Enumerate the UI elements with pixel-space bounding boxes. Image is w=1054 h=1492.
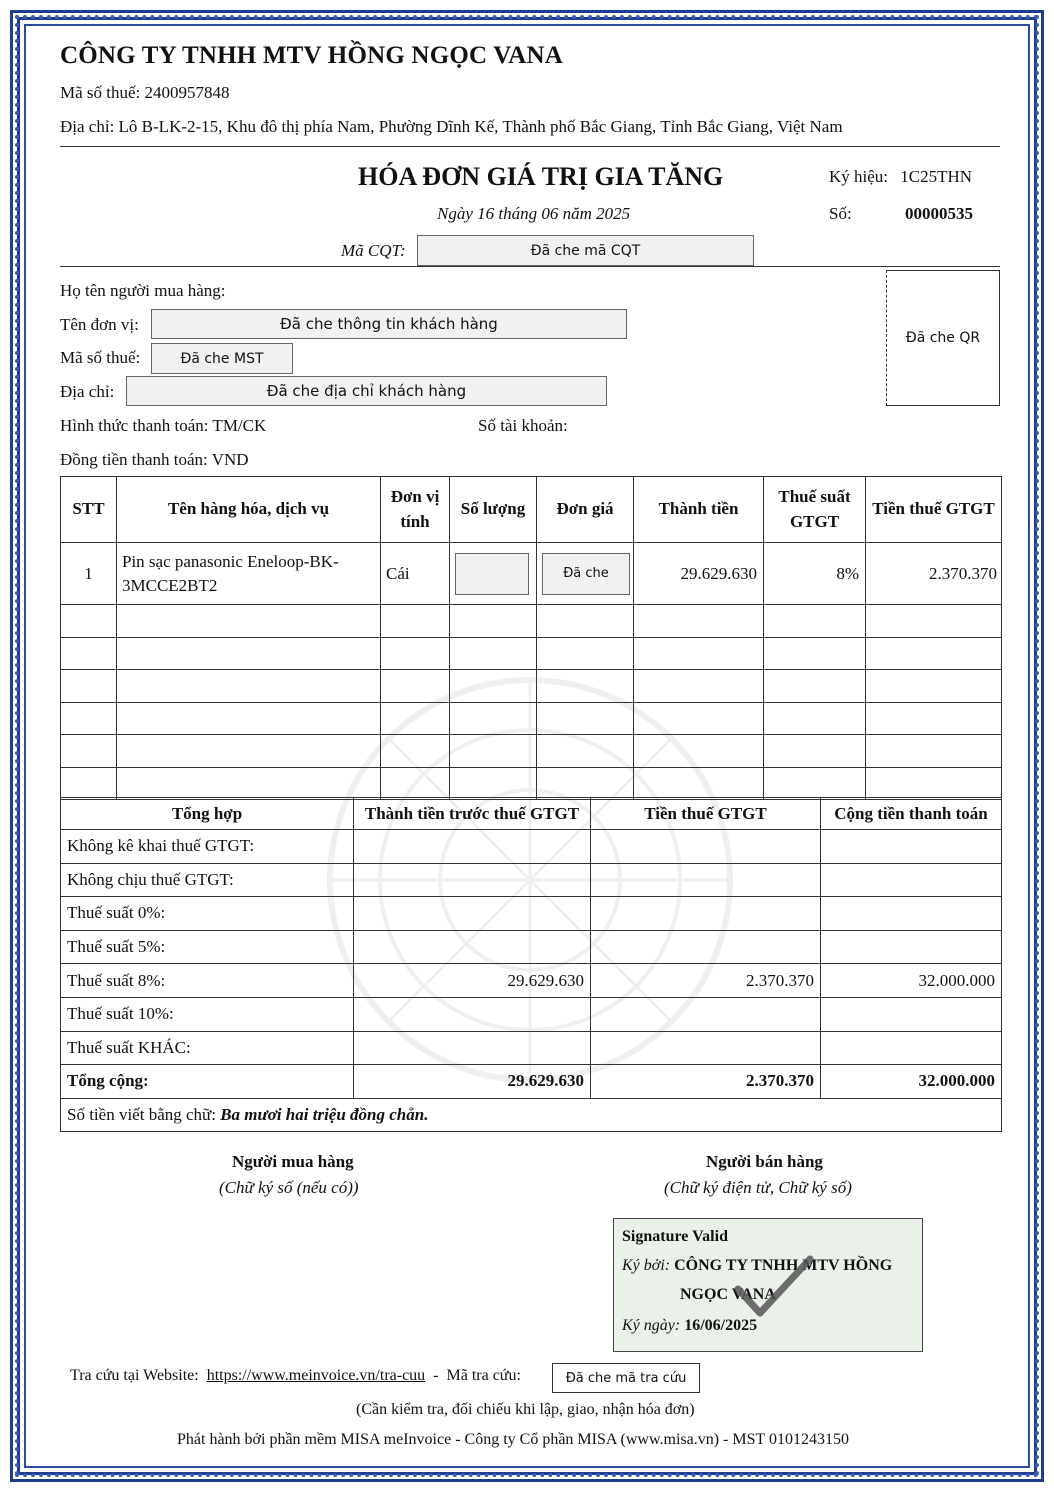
sum-tax: [591, 930, 821, 964]
sum-tax: [591, 997, 821, 1031]
seller-tax-label: Mã số thuế:: [60, 83, 141, 102]
summary-row: [61, 897, 1002, 931]
col-rate-line-2: GTGT: [789, 511, 840, 531]
company-name: CÔNG TY TNHH MTV HỒNG NGỌC VANA: [60, 42, 564, 69]
seller-tax-code: [60, 83, 230, 103]
sum-label: Thuế suất 8%:: [61, 964, 354, 998]
total-pretax: 29.629.630: [354, 1065, 591, 1099]
sum-pretax: [354, 863, 591, 897]
col-price: Đơn giá: [537, 477, 634, 543]
invoice-symbol-label: Ký hiệu:: [829, 167, 889, 186]
sum-tax: [591, 863, 821, 897]
total-label: Tổng cộng:: [61, 1065, 354, 1099]
buyer-unit-label: Tên đơn vị:: [60, 315, 139, 334]
signature-valid-box: [613, 1218, 923, 1352]
buyer-unit-masked: Đã che thông tin khách hàng: [151, 309, 627, 339]
seller-address-value: Lô B-LK-2-15, Khu đô thị phía Nam, Phường Dĩnh Kế, Thành phố Bắc Giang, Tỉnh Bắc Giang, Việt Nam: [118, 117, 843, 136]
summary-row: [61, 1031, 1002, 1065]
total-payment: 32.000.000: [821, 1065, 1002, 1099]
total-tax: 2.370.370: [591, 1065, 821, 1099]
col-name: Tên hàng hóa, dịch vụ: [117, 477, 381, 543]
summary-row: [61, 863, 1002, 897]
qty-masked: [455, 553, 529, 595]
signed-by-label: Ký bởi:: [622, 1257, 671, 1274]
lookup-line: [70, 1367, 521, 1385]
summary-row: [61, 997, 1002, 1031]
sum-tax: [591, 897, 821, 931]
summary-row: [61, 964, 1002, 998]
col-stt: STT: [61, 477, 117, 543]
amount-in-words-label: Số tiền viết bằng chữ:: [67, 1105, 216, 1125]
table-row: [61, 543, 1002, 605]
sum-tax: [591, 1031, 821, 1065]
check-mark-icon: [734, 1255, 814, 1321]
col-tax: Tiền thuế GTGT: [866, 477, 1002, 543]
sum-label: Không kê khai thuế GTGT:: [61, 830, 354, 864]
table-row-empty: [61, 767, 1002, 800]
sum-total: [821, 863, 1002, 897]
col-unit-line-1: Đơn vị: [390, 486, 440, 506]
row-price: [537, 543, 634, 605]
row-rate: 8%: [764, 543, 866, 605]
price-masked: Đã che: [542, 553, 630, 595]
invoice-symbol-value: 1C25THN: [900, 167, 973, 186]
signature-valid-title: Signature Valid: [622, 1228, 728, 1245]
lookup-dash: -: [433, 1367, 439, 1384]
summary-row: [61, 930, 1002, 964]
lookup-link[interactable]: https://www.meinvoice.vn/tra-cuu: [206, 1367, 426, 1384]
row-amount: 29.629.630: [634, 543, 764, 605]
summary-row: [61, 830, 1002, 864]
sum-total: [821, 1031, 1002, 1065]
sum-pretax: [354, 1031, 591, 1065]
sum-label: Thuế suất 0%:: [61, 897, 354, 931]
buyer-sign-title: Người mua hàng: [232, 1152, 354, 1171]
sum-pretax: [354, 930, 591, 964]
sum-tax: 2.370.370: [591, 964, 821, 998]
summary-total-row: [61, 1065, 1002, 1099]
sum-pretax: [354, 997, 591, 1031]
payment-method: Hình thức thanh toán: TM/CK: [60, 416, 267, 435]
table-row-empty: [61, 735, 1002, 768]
row-name: [117, 543, 381, 605]
row-unit: Cái: [381, 543, 450, 605]
buyer-sign-note: (Chữ ký số (nếu có)): [219, 1178, 359, 1197]
invoice-number-label: Số:: [829, 204, 852, 223]
footer-publisher: Phát hành bởi phần mềm MISA meInvoice - Công ty Cổ phần MISA (www.misa.vn) - MST 0101243150: [177, 1431, 849, 1448]
sum-label: Thuế suất KHÁC:: [61, 1031, 354, 1065]
items-header-row: [61, 477, 1002, 543]
seller-tax-value: 2400957848: [144, 83, 230, 102]
sum-total: 32.000.000: [821, 964, 1002, 998]
qr-code-masked: Đã che QR: [886, 270, 1000, 406]
row-tax: 2.370.370: [866, 543, 1002, 605]
invoice-date: Ngày 16 tháng 06 năm 2025: [437, 204, 631, 223]
sum-col-total: Cộng tiền thanh toán: [821, 798, 1002, 830]
table-row-empty: [61, 605, 1002, 638]
cqt-code-masked: Đã che mã CQT: [417, 235, 754, 266]
amount-in-words: Ba mươi hai triệu đồng chẵn.: [220, 1105, 429, 1125]
payment-currency: Đồng tiền thanh toán: VND: [60, 450, 249, 469]
sum-col-label: Tổng hợp: [61, 798, 354, 830]
col-unit: [381, 477, 450, 543]
buyer-name-label: Họ tên người mua hàng:: [60, 281, 226, 300]
seller-sign-title: Người bán hàng: [706, 1152, 823, 1171]
invoice-title: HÓA ĐƠN GIÁ TRỊ GIA TĂNG: [358, 162, 724, 191]
sum-pretax: 29.629.630: [354, 964, 591, 998]
signed-by-line-2: NGỌC VANA: [680, 1286, 776, 1303]
header-divider: [60, 146, 1000, 147]
buyer-tax-label: Mã số thuế:: [60, 348, 141, 367]
sum-col-tax: Tiền thuế GTGT: [591, 798, 821, 830]
sum-pretax: [354, 897, 591, 931]
col-unit-line-2: tính: [400, 511, 430, 531]
sum-label: Thuế suất 10%:: [61, 997, 354, 1031]
amount-in-words-cell: [61, 1098, 1002, 1132]
col-rate: [764, 477, 866, 543]
title-divider: [60, 266, 1000, 267]
seller-address: [60, 117, 843, 137]
sum-total: [821, 830, 1002, 864]
lookup-label: Tra cứu tại Website:: [70, 1367, 199, 1384]
seller-sign-note: (Chữ ký điện tử, Chữ ký số): [664, 1178, 852, 1197]
sum-total: [821, 897, 1002, 931]
account-number-label: Số tài khoản:: [478, 416, 568, 435]
sum-tax: [591, 830, 821, 864]
buyer-tax-masked: Đã che MST: [151, 343, 293, 374]
col-rate-line-1: Thuế suất: [778, 486, 851, 506]
items-table: [60, 476, 1002, 800]
sum-total: [821, 930, 1002, 964]
signed-date-label: Ký ngày:: [622, 1317, 681, 1334]
sum-total: [821, 997, 1002, 1031]
summary-table: [60, 797, 1002, 1132]
summary-header-row: [61, 798, 1002, 830]
sum-label: Thuế suất 5%:: [61, 930, 354, 964]
row-qty: [450, 543, 537, 605]
sum-col-pretax: Thành tiền trước thuế GTGT: [354, 798, 591, 830]
signed-date-value: 16/06/2025: [684, 1317, 758, 1334]
table-row-empty: [61, 637, 1002, 670]
signed-by-line-1: CÔNG TY TNHH MTV HỒNG: [674, 1257, 893, 1274]
table-row-empty: [61, 670, 1002, 703]
row-name-line-2: 3MCCE2BT2: [122, 575, 218, 595]
cqt-label: Mã CQT:: [341, 241, 406, 260]
lookup-code-masked: Đã che mã tra cứu: [552, 1363, 700, 1393]
sum-pretax: [354, 830, 591, 864]
table-row-empty: [61, 702, 1002, 735]
col-qty: Số lượng: [450, 477, 537, 543]
amount-in-words-row: [61, 1098, 1002, 1132]
buyer-address-masked: Đã che địa chỉ khách hàng: [126, 376, 607, 406]
buyer-address-label: Địa chỉ:: [60, 382, 115, 401]
invoice-symbol: [829, 167, 972, 187]
invoice-number: 00000535: [905, 204, 973, 223]
footer-note: (Cần kiểm tra, đối chiếu khi lập, giao, nhận hóa đơn): [356, 1401, 695, 1418]
lookup-code-label: Mã tra cứu:: [446, 1367, 521, 1384]
row-name-line-1: Pin sạc panasonic Eneloop-BK-: [122, 551, 339, 571]
col-amount: Thành tiền: [634, 477, 764, 543]
sum-label: Không chịu thuế GTGT:: [61, 863, 354, 897]
seller-address-label: Địa chỉ:: [60, 117, 115, 136]
row-stt: 1: [61, 543, 117, 605]
